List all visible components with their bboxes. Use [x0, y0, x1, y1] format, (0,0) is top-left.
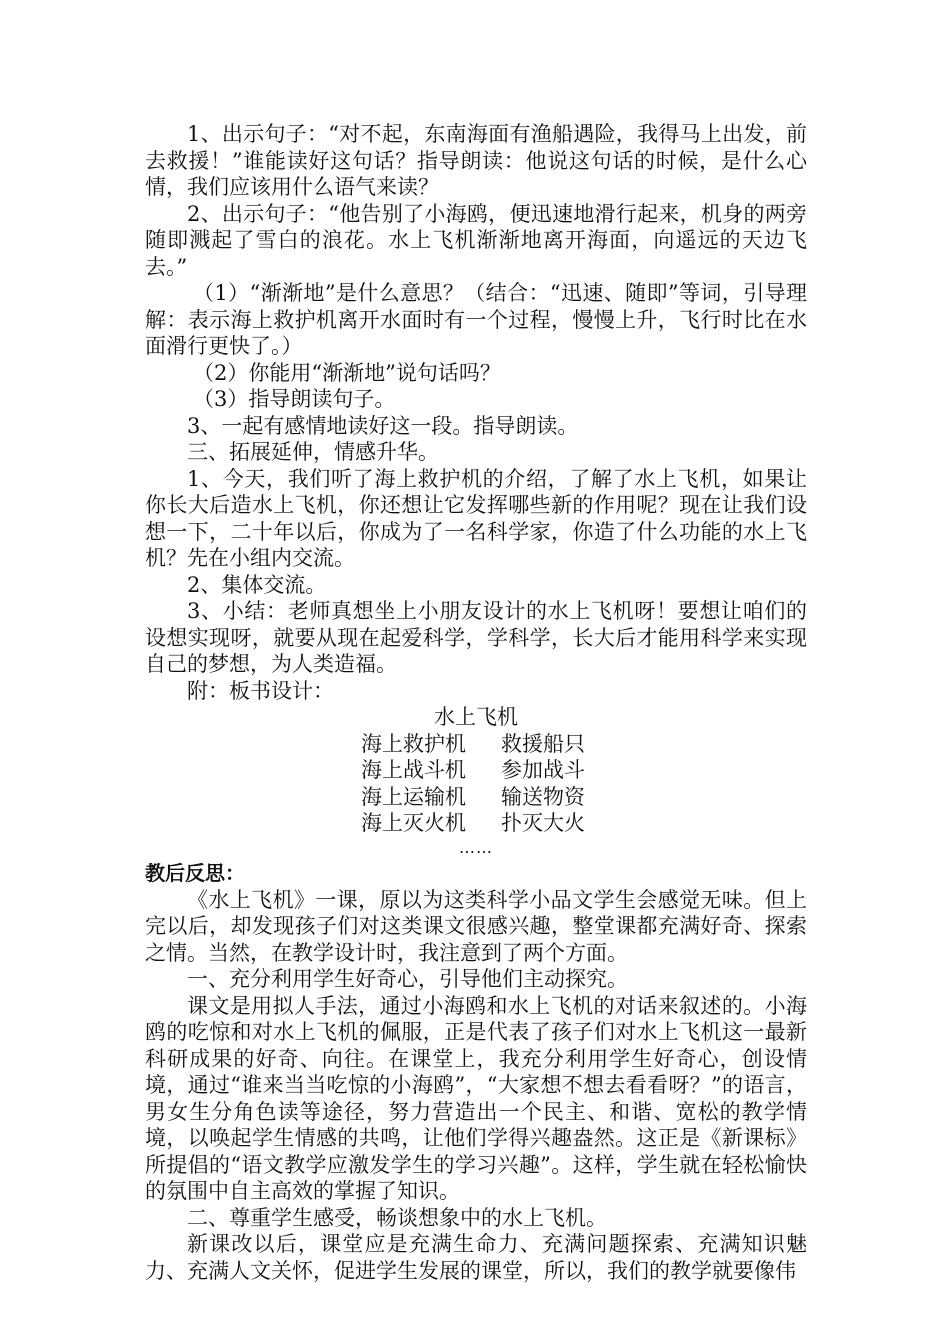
paragraph: （1）“渐渐地”是什么意思？（结合：“迅速、随即”等词，引导理解：表示海上救护机离开水面时有一个过程，慢慢上升，飞行时比在水面滑行更快了。）	[145, 281, 807, 358]
paragraph: 1、今天，我们听了海上救护机的介绍，了解了水上飞机，如果让你长大后造水上飞机，你还想让它发挥哪些新的作用呢？现在让我们设想一下，二十年以后，你成为了一名科学家，你造了什么功能的水上飞机？先在小组内交流。	[145, 466, 807, 570]
reflection-heading: 教后反思：	[145, 860, 245, 885]
paragraph: 2、集体交流。	[187, 572, 327, 597]
paragraph: 2、出示句子：“他告别了小海鸥，便迅速地滑行起来，机身的两旁随即溅起了雪白的浪花。水上飞机渐渐地离开海面，向遥远的天边飞去。”	[145, 201, 807, 279]
document-page	[145, 121, 807, 1284]
paragraph: 附：板书设计：	[187, 678, 334, 703]
board-cell: 海上战斗机	[361, 758, 466, 782]
board-row	[145, 731, 807, 758]
board-cell: 救援船只	[501, 731, 585, 756]
board-ellipsis: ……	[459, 837, 493, 857]
paragraph: 《水上飞机》一课，原以为这类科学小品文学生会感觉无味。但上完以后，却发现孩子们对这类课文很感兴趣，整堂课都充满好奇、探索之情。当然，在教学设计时，我注意到了两个方面。	[145, 887, 807, 965]
board-cell: 海上灭火机	[361, 811, 466, 835]
board-row	[145, 784, 807, 811]
board-cell: 海上救护机	[361, 731, 466, 756]
board-title: 水上飞机	[434, 705, 518, 729]
paragraph: 二、尊重学生感受，畅谈想象中的水上飞机。	[187, 1205, 607, 1230]
paragraph: 一、充分利用学生好奇心，引导他们主动探究。	[187, 967, 628, 991]
paragraph: 课文是用拟人手法，通过小海鸥和水上飞机的对话来叙述的。小海鸥的吃惊和对水上飞机的佩服，正是代表了孩子们对水上飞机这一最新科研成果的好奇、向往。在课堂上，我充分利用学生好奇心，创设情境，通过“谁来当当吃惊的小海鸥”，“大家想不想去看看呀？”的语言，男女生分角色读等途径，努力营造出一个民主、和谐、宽松的教学情境，以唤起学生情感的共鸣，让他们学得兴趣盎然。这正是《新课标》所提倡的“语文教学应激发学生的学习兴趣”。这样，学生就在轻松愉快的氛围中自主高效的掌握了知识。	[145, 993, 807, 1203]
board-row	[145, 810, 807, 837]
paragraph: （2）你能用“渐渐地”说句话吗？	[193, 360, 501, 385]
section-heading: 三、拓展延伸，情感升华。	[187, 440, 439, 464]
board-cell: 扑灭大火	[501, 811, 585, 835]
board-cell: 海上运输机	[361, 784, 466, 809]
paragraph: 3、小结：老师真想坐上小朋友设计的水上飞机呀！要想让咱们的设想实现呀，就要从现在起爱科学，学科学，长大后才能用科学来实现自己的梦想，为人类造福。	[145, 599, 807, 676]
paragraph: 新课改以后，课堂应是充满生命力、充满问题探索、充满知识魅力、充满人文关怀，促进学生发展的课堂，所以，我们的教学就要像伟	[145, 1232, 807, 1283]
paragraph: 3、一起有感情地读好这一段。指导朗读。	[187, 413, 579, 438]
board-cell: 输送物资	[501, 784, 585, 809]
board-row	[145, 757, 807, 784]
board-design	[145, 704, 807, 859]
paragraph: （3）指导朗读句子。	[193, 387, 396, 411]
paragraph: 1、出示句子：“对不起，东南海面有渔船遇险，我得马上出发，前去救援！”谁能读好这句话？指导朗读：他说这句话的时候，是什么心情，我们应该用什么语气来读？	[145, 122, 807, 199]
board-cell: 参加战斗	[501, 758, 585, 782]
